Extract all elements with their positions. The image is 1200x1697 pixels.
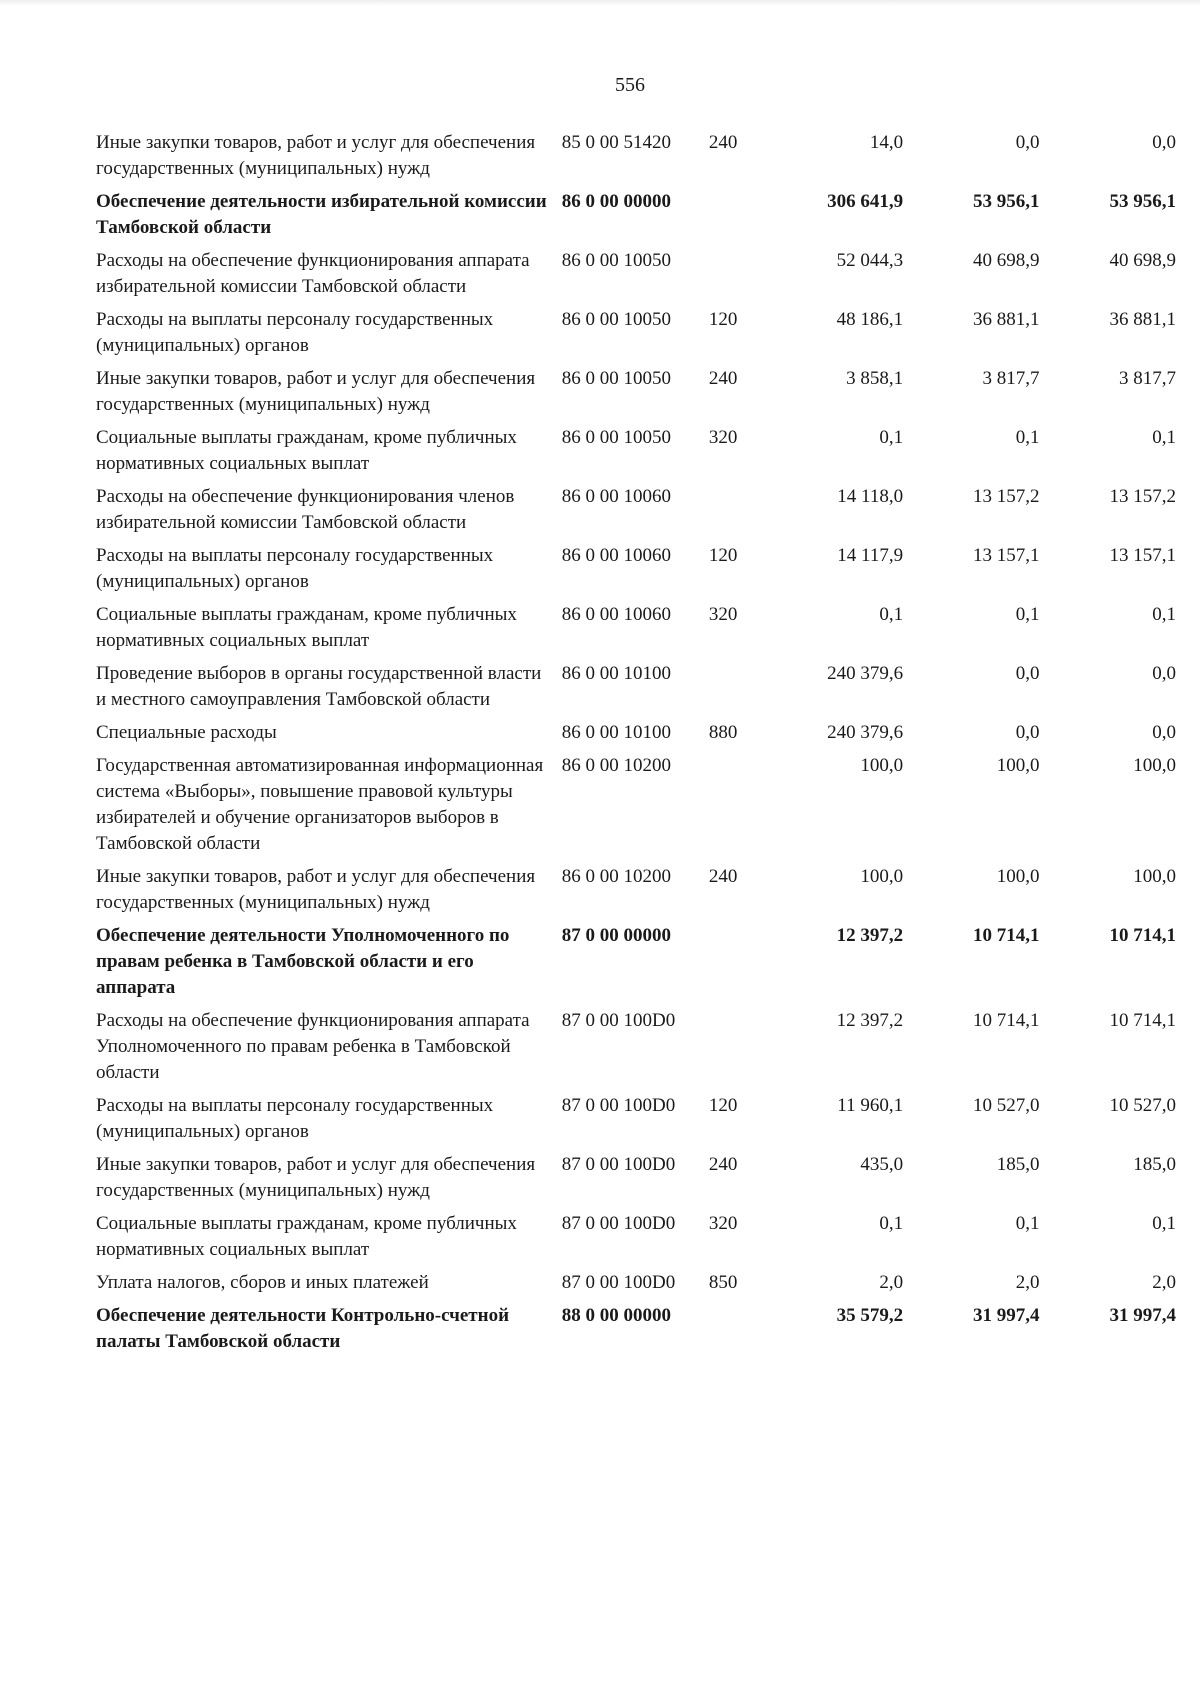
table-row — [96, 602, 1176, 661]
table-body — [96, 130, 1176, 1362]
row-expense-type — [709, 1008, 767, 1093]
row-amount-3: 13 157,1 — [1109, 545, 1176, 566]
row-expense-type — [709, 923, 767, 1008]
row-name: Социальные выплаты гражданам, кроме публичных нормативных социальных выплат — [96, 427, 517, 474]
row-amount-2: 100,0 — [996, 755, 1040, 776]
row-amount-1: 2,0 — [879, 1272, 904, 1293]
row-expense-type: 320 — [708, 427, 738, 448]
scan-edge — [0, 0, 1200, 6]
row-expense-type: 240 — [708, 1154, 738, 1175]
row-expense-type: 240 — [708, 368, 738, 389]
table-row — [96, 1008, 1176, 1093]
row-amount-1: 35 579,2 — [836, 1305, 904, 1326]
row-amount-2: 0,1 — [1015, 427, 1040, 448]
table-row — [96, 366, 1176, 425]
row-name: Расходы на выплаты персоналу государственных (муниципальных) органов — [96, 545, 494, 592]
row-expense-type: 320 — [708, 604, 738, 625]
row-expense-type: 880 — [708, 722, 738, 743]
row-amount-1: 11 960,1 — [837, 1095, 904, 1116]
row-amount-3: 3 817,7 — [1119, 368, 1176, 389]
row-amount-3: 10 527,0 — [1109, 1095, 1176, 1116]
row-amount-2: 31 997,4 — [973, 1305, 1040, 1326]
row-target-code: 86 0 00 10050 — [561, 250, 672, 271]
row-target-code: 86 0 00 10200 — [561, 755, 672, 776]
row-amount-2: 13 157,2 — [973, 486, 1040, 507]
row-amount-2: 10 527,0 — [973, 1095, 1040, 1116]
row-expense-type — [709, 189, 767, 248]
budget-table — [96, 130, 1176, 1362]
row-name: Иные закупки товаров, работ и услуг для обеспечения государственных (муниципальных) нужд — [96, 368, 536, 415]
row-expense-type — [709, 1303, 767, 1362]
row-amount-2: 53 956,1 — [973, 191, 1040, 212]
row-amount-1: 0,1 — [879, 604, 904, 625]
row-target-code: 87 0 00 100D0 — [561, 1095, 676, 1116]
row-amount-1: 14 118,0 — [837, 486, 904, 507]
row-amount-3: 53 956,1 — [1109, 191, 1176, 212]
row-amount-1: 12 397,2 — [836, 1010, 904, 1031]
row-amount-2: 10 714,1 — [973, 1010, 1040, 1031]
row-amount-3: 100,0 — [1133, 866, 1176, 887]
table-row — [96, 1093, 1176, 1152]
row-amount-2: 0,0 — [1015, 663, 1040, 684]
row-expense-type: 120 — [708, 1095, 738, 1116]
row-amount-3: 40 698,9 — [1109, 250, 1176, 271]
table-row — [96, 923, 1176, 1008]
row-name: Расходы на выплаты персоналу государственных (муниципальных) органов — [96, 309, 494, 356]
row-amount-1: 12 397,2 — [836, 925, 904, 946]
row-amount-3: 13 157,2 — [1109, 486, 1176, 507]
row-amount-3: 185,0 — [1133, 1154, 1176, 1175]
row-amount-3: 0,0 — [1152, 663, 1176, 684]
row-expense-type: 320 — [708, 1213, 738, 1234]
row-name: Уплата налогов, сборов и иных платежей — [96, 1272, 429, 1293]
table-row — [96, 1303, 1176, 1362]
row-amount-1: 48 186,1 — [836, 309, 904, 330]
row-expense-type: 240 — [708, 866, 738, 887]
row-target-code: 88 0 00 00000 — [561, 1305, 672, 1326]
row-amount-2: 10 714,1 — [973, 925, 1040, 946]
row-expense-type: 240 — [708, 132, 738, 153]
row-target-code: 86 0 00 10200 — [561, 866, 672, 887]
row-amount-3: 0,1 — [1152, 604, 1176, 625]
row-target-code: 86 0 00 10050 — [561, 427, 672, 448]
row-amount-2: 100,0 — [996, 866, 1040, 887]
row-target-code: 87 0 00 00000 — [561, 925, 672, 946]
row-amount-2: 13 157,1 — [973, 545, 1040, 566]
row-amount-3: 100,0 — [1133, 755, 1176, 776]
table-row — [96, 753, 1176, 864]
page-number: 556 — [615, 74, 645, 96]
row-name: Расходы на выплаты персоналу государственных (муниципальных) органов — [96, 1095, 494, 1142]
row-target-code: 87 0 00 100D0 — [561, 1154, 676, 1175]
row-amount-2: 3 817,7 — [982, 368, 1040, 389]
table-row — [96, 1270, 1176, 1303]
row-amount-2: 185,0 — [996, 1154, 1040, 1175]
row-name: Расходы на обеспечение функционирования аппарата Уполномоченного по правам ребенка в Тамбовской области — [96, 1010, 530, 1083]
table-row — [96, 189, 1176, 248]
row-expense-type — [709, 753, 767, 864]
row-amount-1: 52 044,3 — [836, 250, 904, 271]
row-expense-type: 850 — [708, 1272, 738, 1293]
row-target-code: 86 0 00 10060 — [561, 604, 672, 625]
row-target-code: 87 0 00 100D0 — [561, 1213, 676, 1234]
row-name: Иные закупки товаров, работ и услуг для обеспечения государственных (муниципальных) нужд — [96, 866, 536, 913]
row-amount-1: 435,0 — [860, 1154, 904, 1175]
row-amount-1: 14,0 — [869, 132, 904, 153]
row-name: Специальные расходы — [96, 722, 277, 743]
row-amount-2: 0,0 — [1015, 722, 1040, 743]
table-row — [96, 720, 1176, 753]
row-name: Обеспечение деятельности избирательной комиссии Тамбовской области — [96, 191, 547, 238]
row-amount-1: 306 641,9 — [827, 191, 904, 212]
row-amount-1: 0,1 — [879, 427, 904, 448]
row-name: Социальные выплаты гражданам, кроме публичных нормативных социальных выплат — [96, 604, 517, 651]
row-amount-1: 100,0 — [860, 755, 904, 776]
row-target-code: 86 0 00 10050 — [561, 368, 672, 389]
row-target-code: 87 0 00 100D0 — [561, 1272, 676, 1293]
row-amount-3: 31 997,4 — [1109, 1305, 1176, 1326]
row-amount-2: 0,0 — [1015, 132, 1040, 153]
row-target-code: 87 0 00 100D0 — [561, 1010, 676, 1031]
row-amount-3: 0,0 — [1152, 132, 1176, 153]
table-row — [96, 425, 1176, 484]
row-expense-type — [709, 248, 767, 307]
row-amount-1: 0,1 — [879, 1213, 904, 1234]
row-amount-3: 2,0 — [1152, 1272, 1176, 1293]
row-name: Расходы на обеспечение функционирования аппарата избирательной комиссии Тамбовской области — [96, 250, 530, 297]
row-amount-2: 0,1 — [1015, 1213, 1040, 1234]
table-row — [96, 543, 1176, 602]
row-expense-type: 120 — [708, 545, 738, 566]
row-name: Обеспечение деятельности Уполномоченного по правам ребенка в Тамбовской области и его аппарата — [96, 925, 510, 998]
table-row — [96, 307, 1176, 366]
row-amount-3: 0,1 — [1152, 1213, 1176, 1234]
row-amount-3: 36 881,1 — [1109, 309, 1176, 330]
row-amount-3: 0,0 — [1152, 722, 1176, 743]
row-expense-type — [709, 661, 767, 720]
row-amount-1: 240 379,6 — [827, 722, 904, 743]
row-amount-1: 100,0 — [860, 866, 904, 887]
table-row — [96, 1152, 1176, 1211]
table-row — [96, 130, 1176, 189]
table-row — [96, 661, 1176, 720]
row-name: Расходы на обеспечение функционирования членов избирательной комиссии Тамбовской области — [96, 486, 515, 533]
row-amount-1: 240 379,6 — [827, 663, 904, 684]
row-amount-2: 36 881,1 — [973, 309, 1040, 330]
row-amount-3: 10 714,1 — [1109, 1010, 1176, 1031]
row-amount-2: 2,0 — [1015, 1272, 1040, 1293]
row-target-code: 85 0 00 51420 — [561, 132, 672, 153]
row-expense-type: 120 — [708, 309, 738, 330]
row-amount-1: 3 858,1 — [846, 368, 904, 389]
row-target-code: 86 0 00 10060 — [561, 486, 672, 507]
row-name: Иные закупки товаров, работ и услуг для обеспечения государственных (муниципальных) нужд — [96, 132, 536, 179]
row-target-code: 86 0 00 10050 — [561, 309, 672, 330]
row-expense-type — [709, 484, 767, 543]
row-target-code: 86 0 00 10100 — [561, 722, 672, 743]
row-name: Социальные выплаты гражданам, кроме публичных нормативных социальных выплат — [96, 1213, 517, 1260]
table-row — [96, 248, 1176, 307]
table-row — [96, 1211, 1176, 1270]
row-amount-2: 0,1 — [1015, 604, 1040, 625]
row-target-code: 86 0 00 10060 — [561, 545, 672, 566]
row-target-code: 86 0 00 10100 — [561, 663, 672, 684]
row-name: Проведение выборов в органы государственной власти и местного самоуправления Тамбовской области — [96, 663, 542, 710]
row-amount-1: 14 117,9 — [837, 545, 904, 566]
row-amount-3: 10 714,1 — [1109, 925, 1176, 946]
row-name: Обеспечение деятельности Контрольно-счетной палаты Тамбовской области — [96, 1305, 510, 1352]
row-amount-2: 40 698,9 — [973, 250, 1040, 271]
table-row — [96, 484, 1176, 543]
row-name: Государственная автоматизированная информационная система «Выборы», повышение правовой культуры избирателей и обучение организаторов выборов в Тамбовской области — [96, 755, 544, 854]
row-target-code: 86 0 00 00000 — [561, 191, 672, 212]
row-name: Иные закупки товаров, работ и услуг для обеспечения государственных (муниципальных) нужд — [96, 1154, 536, 1201]
table-row — [96, 864, 1176, 923]
row-amount-3: 0,1 — [1152, 427, 1176, 448]
